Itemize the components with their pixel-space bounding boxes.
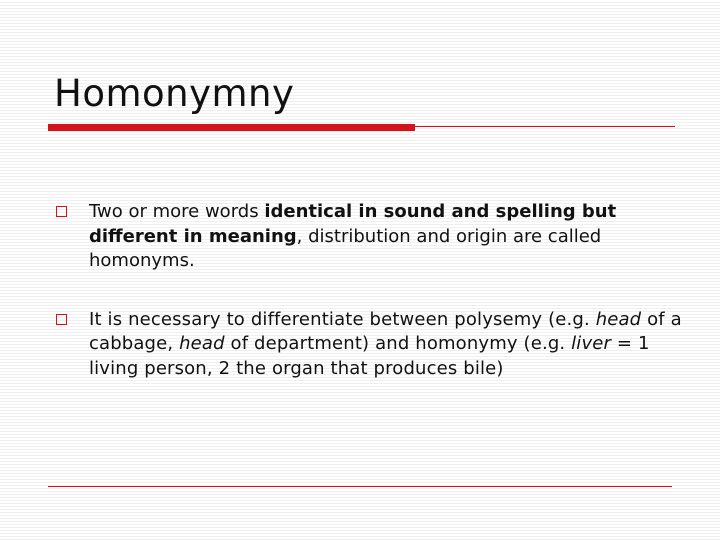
- hollow-square-bullet-icon: [56, 314, 67, 325]
- title-underline-thick: [48, 124, 415, 131]
- title-underline-thin: [415, 126, 675, 127]
- bullet-text-italic: head: [595, 308, 642, 330]
- bullet-text-segment: It is necessary to differentiate between polysemy (e.g.: [89, 308, 596, 330]
- bullet-text-segment: , distribution and origin are called homonyms.: [89, 225, 602, 271]
- bullet-item: [54, 308, 694, 382]
- bullet-text: [89, 201, 616, 271]
- bullet-text-segment: of a cabbage,: [89, 308, 682, 354]
- bullet-text-segment: of department) and homonymy (e.g.: [224, 333, 572, 354]
- footer-divider: [48, 486, 672, 487]
- bullet-text-italic: liver: [571, 333, 612, 354]
- bullet-text-bold: identical in sound and spelling but different in meaning: [89, 201, 617, 247]
- hollow-square-bullet-icon: [56, 206, 67, 217]
- slide-title: Homonymny: [54, 72, 295, 115]
- bullet-text-italic: head: [179, 333, 225, 354]
- bullet-text-segment: = 1 living person, 2 the organ that produces bile): [89, 333, 650, 379]
- bullet-item: [54, 200, 694, 274]
- bullet-text: [89, 309, 682, 379]
- bullet-list: [54, 200, 694, 381]
- bullet-text-segment: Two or more words: [89, 201, 265, 222]
